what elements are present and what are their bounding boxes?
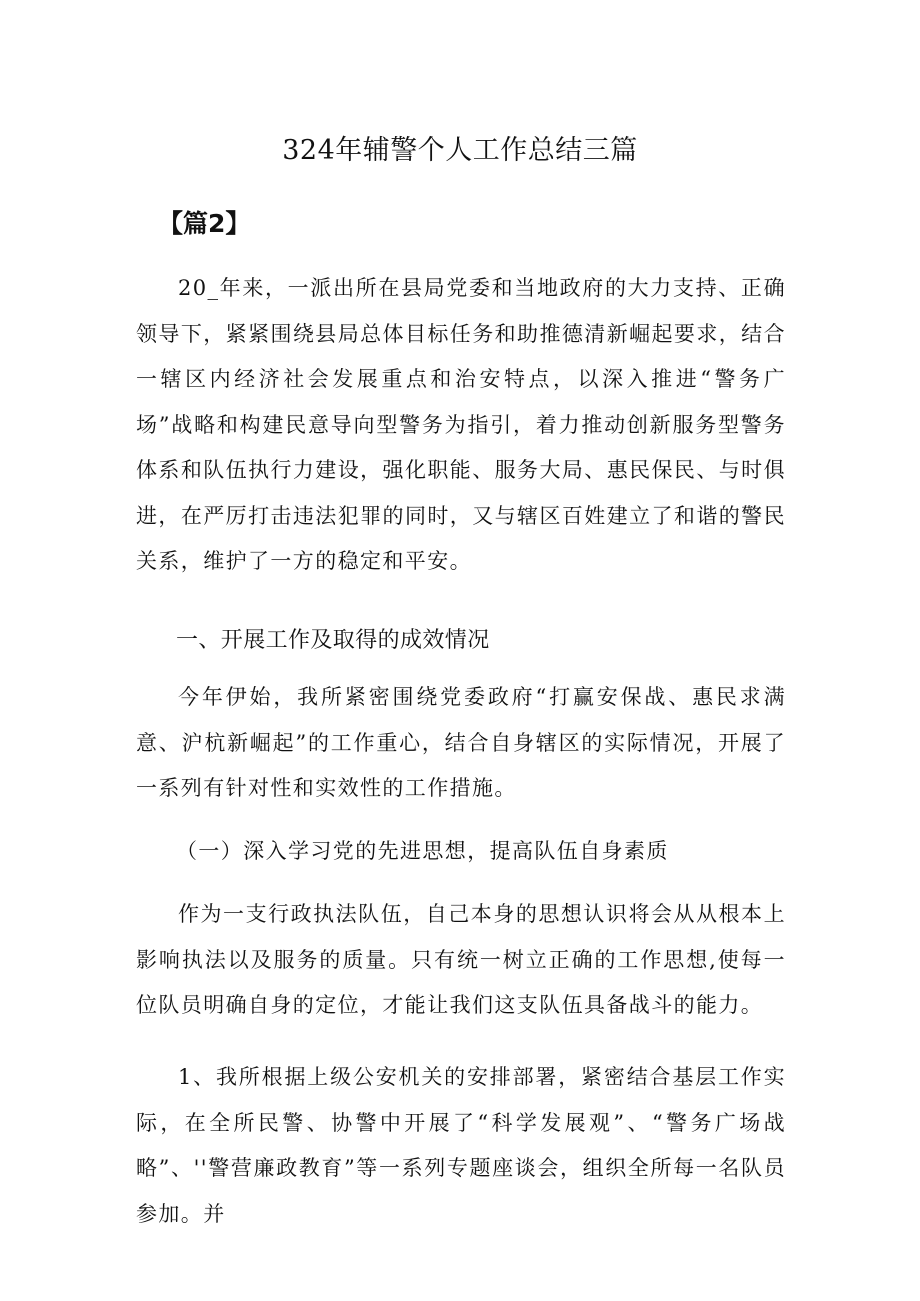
intro-paragraph: 20_年来，一派出所在县局党委和当地政府的大力支持、正确领导下，紧紧围绕县局总体目标任务和助推德清新崛起要求，结合一辖区内经济社会发展重点和治安特点，以深入推进“警务广场”战略和构建民意导向型警务为指引，着力推动创新服务型警务体系和队伍执行力建设，强化职能、服务大局、惠民保民、与时俱进，在严厉打击违法犯罪的同时，又与辖区百姓建立了和谐的警民关系，维护了一方的稳定和平安。 xyxy=(136,276,786,573)
document-title: 324年辅警个人工作总结三篇 xyxy=(282,135,638,166)
body-paragraph-3: 作为一支行政执法队伍，自己本身的思想认识将会从从根本上影响执法以及服务的质量。只有统一树立正确的工作思想,使每一位队员明确自身的定位，才能让我们这支队伍具备战斗的能力。 xyxy=(136,902,786,1017)
body-paragraph-4: 1、我所根据上级公安机关的安排部署，紧密结合基层工作实际，在全所民警、协警中开展了“科学发展观”、“警务广场战略”、''警营廉政教育”等一系列专题座谈会，组织全所每一名队员参加。并 xyxy=(136,1065,786,1226)
subsection-heading: （一）深入学习党的先进思想，提高队伍自身素质 xyxy=(176,839,669,863)
section-label: 【篇2】 xyxy=(158,209,251,238)
section-heading: 一、开展工作及取得的成效情况 xyxy=(176,628,490,653)
body-paragraph-2: 今年伊始，我所紧密围绕党委政府“打赢安保战、惠民求满意、沪杭新崛起”的工作重心，结合自身辖区的实际情况，开展了一系列有针对性和实效性的工作措施。 xyxy=(136,685,786,800)
